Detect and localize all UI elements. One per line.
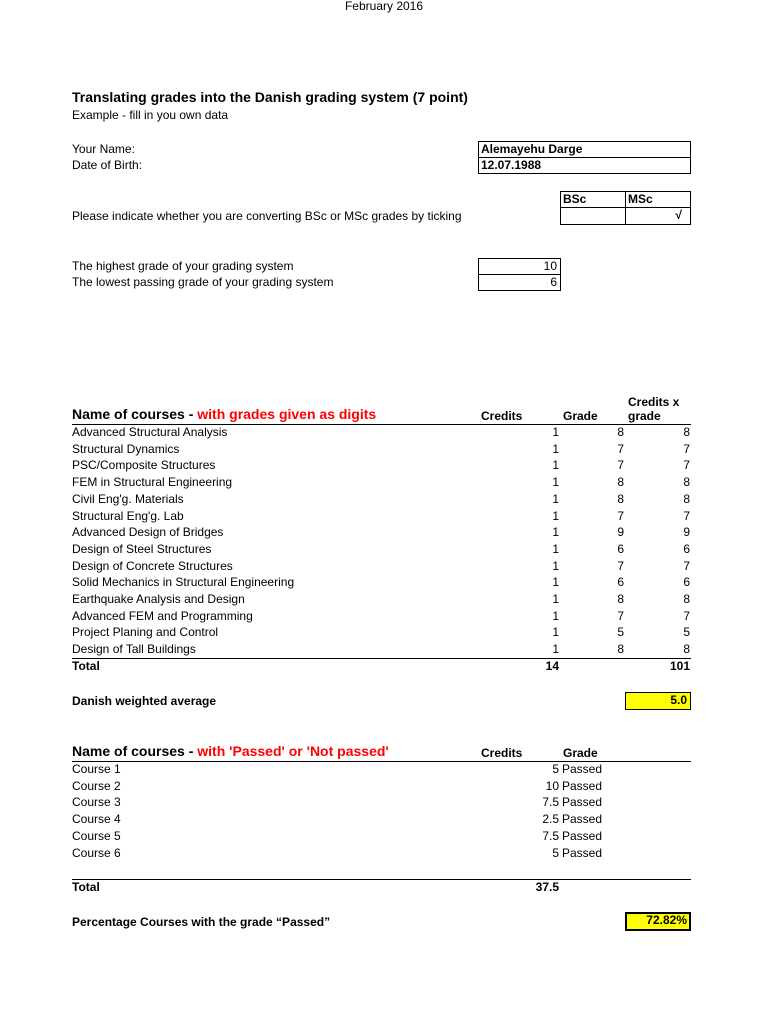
weighted-average-value-cell — [625, 692, 691, 710]
credits-cell[interactable]: 7.5 — [542, 828, 559, 843]
bsc-label: BSc — [563, 192, 587, 206]
course-name-cell[interactable]: FEM in Structural Engineering — [72, 475, 233, 490]
dob-field-value: 12.07.1988 — [481, 158, 542, 172]
credits-x-grade-cell: 7 — [683, 558, 690, 573]
course-name-cell[interactable]: Design of Steel Structures — [72, 541, 212, 556]
credits-x-grade-cell: 8 — [683, 491, 690, 506]
credits-cell[interactable]: 1 — [552, 608, 559, 623]
table-row — [72, 458, 692, 475]
credits-x-grade-cell: 7 — [683, 508, 690, 523]
col-cg-line2: grade — [628, 409, 661, 423]
grade-cell[interactable]: 7 — [617, 558, 624, 573]
passed-total-label: Total — [72, 880, 100, 894]
passed-total-row — [72, 880, 692, 897]
credits-cell[interactable]: 1 — [552, 592, 559, 606]
grade-cell[interactable]: Passed — [562, 778, 603, 793]
dob-field[interactable] — [478, 157, 691, 174]
credits-cell[interactable]: 1 — [552, 558, 559, 573]
table-row — [72, 475, 692, 492]
credits-cell[interactable]: 1 — [552, 425, 559, 439]
table-row — [72, 425, 692, 442]
credits-cell[interactable]: 5 — [552, 845, 559, 860]
weighted-average-value: 5.0 — [670, 693, 687, 707]
grade-cell[interactable]: 6 — [617, 575, 624, 590]
grade-cell[interactable]: 8 — [617, 642, 624, 657]
grade-cell[interactable]: 7 — [617, 608, 624, 623]
dob-label: Date of Birth: — [72, 158, 143, 172]
highest-grade-field[interactable] — [478, 258, 561, 275]
table-row — [72, 609, 692, 626]
grade-cell[interactable]: Passed — [562, 795, 603, 810]
credits-cell[interactable]: 1 — [552, 525, 559, 540]
table-row — [72, 625, 692, 642]
credits-x-grade-cell: 7 — [683, 608, 690, 623]
table-row — [72, 509, 692, 526]
table-row — [72, 829, 692, 846]
name-field[interactable] — [478, 141, 691, 158]
credits-cell[interactable]: 1 — [552, 458, 559, 473]
course-name-cell[interactable]: Structural Eng'g. Lab — [72, 508, 184, 523]
course-name-cell[interactable]: Course 6 — [72, 845, 121, 860]
grade-cell[interactable]: 8 — [617, 425, 624, 439]
bsc-tick-cell[interactable] — [560, 207, 626, 225]
table-row — [72, 542, 692, 559]
course-name-cell[interactable]: Course 1 — [72, 762, 121, 776]
grade-cell[interactable]: 6 — [617, 541, 624, 556]
course-name-cell[interactable]: Advanced Design of Bridges — [72, 525, 224, 540]
credits-x-grade-cell: 9 — [683, 525, 690, 540]
name-label: Your Name: — [72, 142, 135, 156]
course-name-cell[interactable]: Course 3 — [72, 795, 121, 810]
credits-cell[interactable]: 2.5 — [542, 812, 559, 827]
highest-grade-label: The highest grade of your grading system — [72, 259, 294, 273]
grade-cell[interactable]: 5 — [617, 625, 624, 640]
weighted-average-label: Danish weighted average — [72, 694, 217, 708]
table-row — [72, 525, 692, 542]
table-row — [72, 575, 692, 592]
credits-x-grade-cell: 6 — [683, 575, 690, 590]
digit-courses-heading-prefix: Name of courses - — [72, 406, 198, 422]
percentage-passed-value: 72.82% — [646, 913, 687, 927]
course-name-cell[interactable]: Design of Concrete Structures — [72, 558, 233, 573]
name-field-value: Alemayehu Darge — [481, 142, 583, 156]
credits-x-grade-cell: 7 — [683, 458, 690, 473]
percentage-passed-value-cell — [625, 912, 691, 931]
table-row — [72, 762, 692, 779]
course-name-cell[interactable]: Structural Dynamics — [72, 441, 180, 456]
col-credits-header: Credits — [481, 409, 523, 423]
digit-total-row — [72, 659, 692, 676]
page-subtitle: Example - fill in you own data — [72, 108, 229, 122]
passed-total-credits: 37.5 — [535, 880, 559, 894]
credits-cell[interactable]: 1 — [552, 541, 559, 556]
col-cg-line1: Credits x — [628, 395, 680, 409]
passed-col-grade-header: Grade — [563, 746, 598, 760]
digit-total-cg: 101 — [669, 659, 690, 673]
credits-cell[interactable]: 1 — [552, 441, 559, 456]
table-row — [72, 559, 692, 576]
course-name-cell[interactable]: Civil Eng'g. Materials — [72, 491, 184, 506]
course-name-cell[interactable]: Course 2 — [72, 778, 121, 793]
course-name-cell[interactable]: Course 4 — [72, 812, 121, 827]
col-grade-header: Grade — [563, 409, 598, 423]
table-row — [72, 442, 692, 459]
grade-cell[interactable]: 7 — [617, 458, 624, 473]
lowest-grade-value: 6 — [550, 275, 557, 289]
degree-prompt: Please indicate whether you are converting BSc or MSc grades by ticking — [72, 209, 462, 223]
credits-x-grade-cell: 6 — [683, 541, 690, 556]
grade-cell[interactable]: 8 — [617, 592, 624, 606]
credits-x-grade-cell: 8 — [683, 642, 690, 657]
msc-header-cell — [625, 191, 691, 208]
grade-cell[interactable]: 8 — [617, 475, 624, 490]
credits-cell[interactable]: 1 — [552, 508, 559, 523]
grade-cell[interactable]: 7 — [617, 441, 624, 456]
grade-cell[interactable]: 9 — [617, 525, 624, 540]
grade-cell[interactable]: 8 — [617, 491, 624, 506]
col-credits-x-grade-header — [628, 395, 679, 423]
lowest-grade-label: The lowest passing grade of your grading system — [72, 275, 334, 289]
course-name-cell[interactable]: Course 5 — [72, 828, 121, 843]
table-row — [72, 812, 692, 829]
credits-x-grade-cell: 8 — [683, 425, 690, 439]
grade-cell[interactable]: Passed — [562, 762, 603, 776]
credits-cell[interactable]: 1 — [552, 491, 559, 506]
course-name-cell[interactable]: Solid Mechanics in Structural Engineering — [72, 575, 295, 590]
credits-x-grade-cell: 8 — [683, 475, 690, 490]
course-name-cell[interactable]: Project Planing and Control — [72, 625, 219, 640]
credits-cell[interactable]: 1 — [552, 475, 559, 490]
course-name-cell[interactable]: Advanced FEM and Programming — [72, 608, 253, 623]
digit-courses-heading-highlight: with grades given as digits — [197, 406, 377, 422]
course-name-cell[interactable]: PSC/Composite Structures — [72, 458, 216, 473]
digit-courses-heading — [72, 406, 376, 423]
lowest-grade-field[interactable] — [478, 274, 561, 291]
passed-col-credits-header: Credits — [481, 746, 523, 760]
credits-cell[interactable]: 7.5 — [542, 795, 559, 810]
grade-cell[interactable]: Passed — [562, 812, 603, 827]
credits-cell[interactable]: 1 — [552, 642, 559, 657]
highest-grade-value: 10 — [543, 259, 557, 273]
grade-cell[interactable]: Passed — [562, 845, 603, 860]
credits-cell[interactable]: 10 — [545, 778, 559, 793]
course-name-cell[interactable]: Design of Tall Buildings — [72, 642, 196, 657]
table-row — [72, 795, 692, 812]
msc-tick-cell[interactable] — [625, 207, 691, 225]
percentage-passed-label: Percentage Courses with the grade “Passed” — [72, 915, 331, 929]
course-name-cell[interactable]: Advanced Structural Analysis — [72, 425, 228, 439]
table-row — [72, 846, 692, 863]
credits-cell[interactable]: 1 — [552, 575, 559, 590]
bsc-header-cell — [560, 191, 626, 208]
credits-cell[interactable]: 5 — [552, 762, 559, 776]
table-row — [72, 592, 692, 609]
digit-total-credits: 14 — [545, 659, 559, 673]
credits-cell[interactable]: 1 — [552, 625, 559, 640]
passed-courses-heading-highlight: with 'Passed' or 'Not passed' — [197, 743, 389, 759]
credits-x-grade-cell: 7 — [683, 441, 690, 456]
table-row — [72, 779, 692, 796]
msc-tick-value: √ — [675, 208, 682, 222]
page-date-header: February 2016 — [344, 0, 424, 13]
passed-courses-heading — [72, 743, 389, 760]
course-name-cell[interactable]: Earthquake Analysis and Design — [72, 592, 245, 606]
credits-x-grade-cell: 8 — [683, 592, 690, 606]
grade-cell[interactable]: 7 — [617, 508, 624, 523]
table-row — [72, 492, 692, 509]
grade-cell[interactable]: Passed — [562, 828, 603, 843]
table-row — [72, 642, 692, 659]
digit-total-label: Total — [72, 659, 100, 673]
passed-courses-heading-prefix: Name of courses - — [72, 743, 198, 759]
msc-label: MSc — [628, 192, 653, 206]
credits-x-grade-cell: 5 — [683, 625, 690, 640]
page-title: Translating grades into the Danish grading system (7 point) — [72, 89, 468, 105]
